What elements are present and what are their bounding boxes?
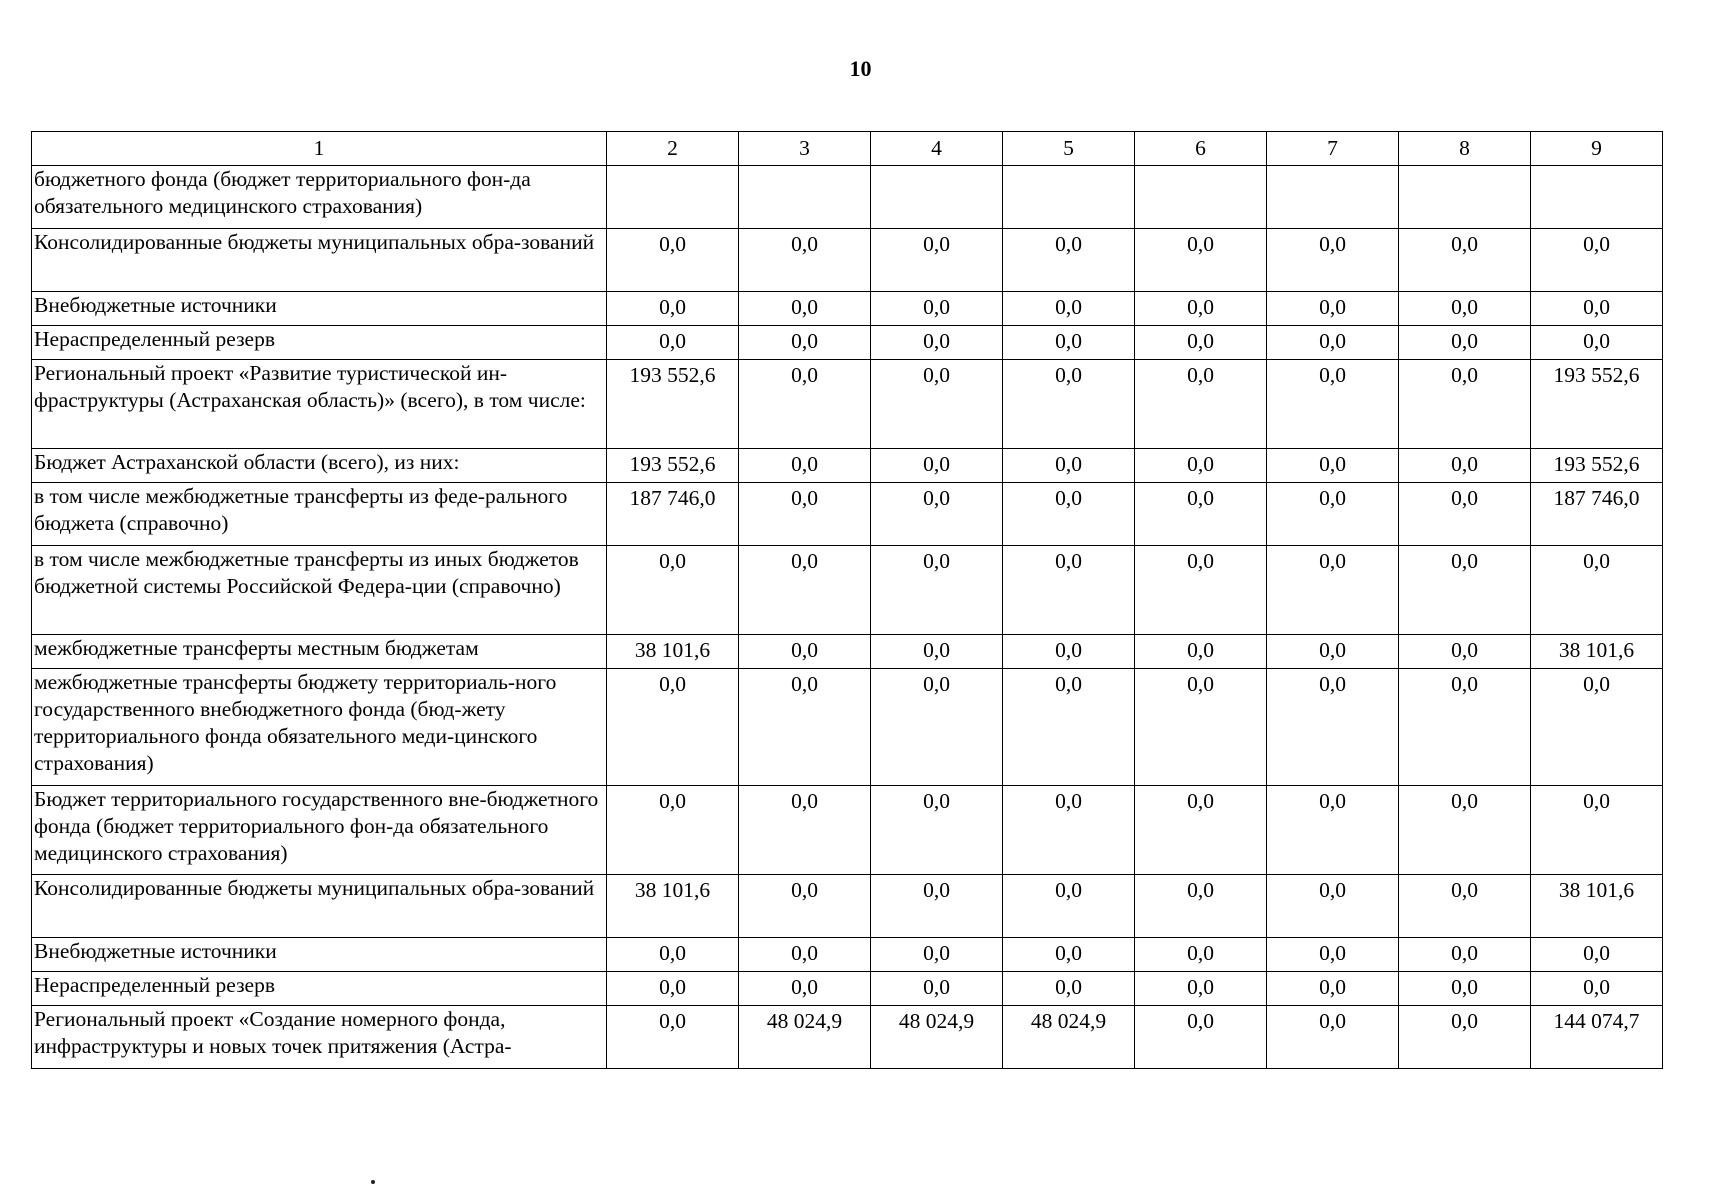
cell-value: 0,0 xyxy=(1135,449,1267,483)
row-label: межбюджетные трансферты местным бюджетам xyxy=(32,635,607,669)
cell-value: 0,0 xyxy=(1267,786,1399,875)
table-row xyxy=(32,292,1663,326)
cell-value: 0,0 xyxy=(1531,786,1663,875)
cell-value: 0,0 xyxy=(1003,938,1135,972)
table-row xyxy=(32,483,1663,546)
row-label: Бюджет Астраханской области (всего), из них: xyxy=(32,449,607,483)
table-row xyxy=(32,875,1663,938)
cell-value: 0,0 xyxy=(1399,483,1531,546)
table-header-row xyxy=(32,132,1663,166)
cell-value: 0,0 xyxy=(1267,938,1399,972)
cell-value: 0,0 xyxy=(1003,875,1135,938)
cell-value: 187 746,0 xyxy=(607,483,739,546)
cell-value: 0,0 xyxy=(1399,1006,1531,1069)
table-row xyxy=(32,635,1663,669)
cell-value: 0,0 xyxy=(739,972,871,1006)
table-row xyxy=(32,938,1663,972)
cell-value: 0,0 xyxy=(739,326,871,360)
cell-value: 193 552,6 xyxy=(607,360,739,449)
scan-speck xyxy=(371,1180,375,1184)
cell-value: 0,0 xyxy=(1399,972,1531,1006)
table-row xyxy=(32,229,1663,292)
column-header: 6 xyxy=(1135,132,1267,166)
row-label: Региональный проект «Развитие туристической ин-фраструктуры (Астраханская область)» (всего), в том числе: xyxy=(32,360,607,449)
cell-value: 0,0 xyxy=(1003,449,1135,483)
cell-value: 0,0 xyxy=(1267,483,1399,546)
cell-value: 0,0 xyxy=(1531,669,1663,786)
cell-value: 0,0 xyxy=(1399,546,1531,635)
cell-value: 0,0 xyxy=(1135,972,1267,1006)
cell-value: 0,0 xyxy=(1135,938,1267,972)
cell-value: 0,0 xyxy=(871,546,1003,635)
cell-value: 144 074,7 xyxy=(1531,1006,1663,1069)
cell-value: 0,0 xyxy=(739,229,871,292)
cell-value xyxy=(871,166,1003,229)
cell-value: 0,0 xyxy=(607,972,739,1006)
cell-value: 0,0 xyxy=(1399,669,1531,786)
cell-value: 0,0 xyxy=(1531,229,1663,292)
cell-value: 0,0 xyxy=(1531,292,1663,326)
column-header: 4 xyxy=(871,132,1003,166)
cell-value: 0,0 xyxy=(871,669,1003,786)
column-header: 1 xyxy=(32,132,607,166)
column-header: 7 xyxy=(1267,132,1399,166)
cell-value xyxy=(607,166,739,229)
cell-value: 38 101,6 xyxy=(607,635,739,669)
cell-value: 0,0 xyxy=(1267,449,1399,483)
cell-value: 0,0 xyxy=(1399,292,1531,326)
page-number: 10 xyxy=(849,56,872,81)
cell-value: 0,0 xyxy=(1531,326,1663,360)
cell-value: 193 552,6 xyxy=(1531,360,1663,449)
cell-value: 38 101,6 xyxy=(1531,875,1663,938)
cell-value: 0,0 xyxy=(607,786,739,875)
table-row xyxy=(32,326,1663,360)
cell-value: 0,0 xyxy=(607,229,739,292)
cell-value: 0,0 xyxy=(607,292,739,326)
cell-value: 0,0 xyxy=(871,972,1003,1006)
cell-value: 0,0 xyxy=(1267,326,1399,360)
cell-value: 0,0 xyxy=(1003,483,1135,546)
table-row xyxy=(32,786,1663,875)
cell-value: 0,0 xyxy=(871,229,1003,292)
cell-value: 0,0 xyxy=(1135,229,1267,292)
cell-value: 0,0 xyxy=(871,449,1003,483)
cell-value: 0,0 xyxy=(607,1006,739,1069)
cell-value: 0,0 xyxy=(1135,326,1267,360)
cell-value: 0,0 xyxy=(1003,635,1135,669)
cell-value: 0,0 xyxy=(739,292,871,326)
cell-value: 0,0 xyxy=(1003,786,1135,875)
cell-value: 0,0 xyxy=(1531,972,1663,1006)
cell-value: 0,0 xyxy=(871,875,1003,938)
cell-value: 0,0 xyxy=(1135,786,1267,875)
cell-value: 48 024,9 xyxy=(739,1006,871,1069)
cell-value: 0,0 xyxy=(739,786,871,875)
table-row xyxy=(32,166,1663,229)
cell-value xyxy=(1267,166,1399,229)
cell-value: 0,0 xyxy=(1135,1006,1267,1069)
row-label: межбюджетные трансферты бюджету территориаль-ного государственного внебюджетного фонда (бюд-жету территориального фонда обязательного меди-цинского страхования) xyxy=(32,669,607,786)
cell-value: 0,0 xyxy=(1267,972,1399,1006)
cell-value: 0,0 xyxy=(1399,326,1531,360)
table-row xyxy=(32,449,1663,483)
cell-value: 0,0 xyxy=(607,938,739,972)
cell-value: 38 101,6 xyxy=(607,875,739,938)
cell-value: 187 746,0 xyxy=(1531,483,1663,546)
row-label: Консолидированные бюджеты муниципальных обра-зований xyxy=(32,229,607,292)
cell-value: 0,0 xyxy=(1267,669,1399,786)
cell-value: 0,0 xyxy=(1135,669,1267,786)
table-row xyxy=(32,1006,1663,1069)
column-header: 2 xyxy=(607,132,739,166)
cell-value: 0,0 xyxy=(739,360,871,449)
cell-value xyxy=(1531,166,1663,229)
table-row xyxy=(32,360,1663,449)
cell-value: 0,0 xyxy=(1135,635,1267,669)
column-header: 8 xyxy=(1399,132,1531,166)
cell-value: 0,0 xyxy=(607,546,739,635)
cell-value: 193 552,6 xyxy=(1531,449,1663,483)
cell-value xyxy=(1135,166,1267,229)
cell-value: 0,0 xyxy=(1399,229,1531,292)
cell-value: 0,0 xyxy=(1267,292,1399,326)
cell-value: 0,0 xyxy=(1531,546,1663,635)
cell-value: 0,0 xyxy=(1135,360,1267,449)
column-header: 5 xyxy=(1003,132,1135,166)
cell-value: 0,0 xyxy=(871,483,1003,546)
cell-value: 0,0 xyxy=(1003,326,1135,360)
cell-value xyxy=(1399,166,1531,229)
cell-value: 0,0 xyxy=(1399,449,1531,483)
row-label: в том числе межбюджетные трансферты из феде-рального бюджета (справочно) xyxy=(32,483,607,546)
cell-value: 48 024,9 xyxy=(871,1006,1003,1069)
cell-value: 0,0 xyxy=(1003,292,1135,326)
budget-table xyxy=(31,131,1663,1069)
table-row xyxy=(32,546,1663,635)
cell-value: 38 101,6 xyxy=(1531,635,1663,669)
cell-value: 0,0 xyxy=(607,326,739,360)
cell-value: 0,0 xyxy=(1399,786,1531,875)
cell-value: 0,0 xyxy=(1399,875,1531,938)
table-row xyxy=(32,972,1663,1006)
cell-value: 0,0 xyxy=(1003,546,1135,635)
cell-value: 0,0 xyxy=(739,938,871,972)
row-label: Внебюджетные источники xyxy=(32,938,607,972)
column-header: 9 xyxy=(1531,132,1663,166)
table-row xyxy=(32,669,1663,786)
cell-value: 0,0 xyxy=(1003,972,1135,1006)
row-label: Внебюджетные источники xyxy=(32,292,607,326)
row-label: Консолидированные бюджеты муниципальных обра-зований xyxy=(32,875,607,938)
cell-value: 0,0 xyxy=(1135,292,1267,326)
cell-value: 0,0 xyxy=(1267,875,1399,938)
cell-value: 0,0 xyxy=(739,483,871,546)
cell-value: 0,0 xyxy=(739,449,871,483)
cell-value: 0,0 xyxy=(1267,360,1399,449)
cell-value: 0,0 xyxy=(739,669,871,786)
cell-value: 0,0 xyxy=(1135,546,1267,635)
row-label: Бюджет территориального государственного вне-бюджетного фонда (бюджет территориального фон-да обязательного медицинского страхования) xyxy=(32,786,607,875)
row-label: Региональный проект «Создание номерного фонда, инфраструктуры и новых точек притяжения (Астра- xyxy=(32,1006,607,1069)
cell-value: 0,0 xyxy=(871,326,1003,360)
cell-value: 0,0 xyxy=(1399,635,1531,669)
cell-value: 0,0 xyxy=(1399,938,1531,972)
cell-value: 0,0 xyxy=(871,292,1003,326)
cell-value: 0,0 xyxy=(607,669,739,786)
cell-value: 0,0 xyxy=(1267,229,1399,292)
cell-value: 0,0 xyxy=(1399,360,1531,449)
row-label: бюджетного фонда (бюджет территориального фон-да обязательного медицинского страхования) xyxy=(32,166,607,229)
column-header: 3 xyxy=(739,132,871,166)
cell-value: 0,0 xyxy=(871,635,1003,669)
cell-value: 0,0 xyxy=(1267,1006,1399,1069)
cell-value: 0,0 xyxy=(739,635,871,669)
cell-value: 0,0 xyxy=(871,786,1003,875)
cell-value: 0,0 xyxy=(871,360,1003,449)
cell-value: 193 552,6 xyxy=(607,449,739,483)
cell-value: 0,0 xyxy=(1267,635,1399,669)
cell-value: 0,0 xyxy=(1003,669,1135,786)
cell-value: 0,0 xyxy=(1003,360,1135,449)
cell-value xyxy=(739,166,871,229)
cell-value: 48 024,9 xyxy=(1003,1006,1135,1069)
cell-value: 0,0 xyxy=(739,546,871,635)
cell-value: 0,0 xyxy=(1003,229,1135,292)
cell-value xyxy=(1003,166,1135,229)
row-label: в том числе межбюджетные трансферты из иных бюджетов бюджетной системы Российской Федера-ции (справочно) xyxy=(32,546,607,635)
cell-value: 0,0 xyxy=(871,938,1003,972)
cell-value: 0,0 xyxy=(1135,875,1267,938)
cell-value: 0,0 xyxy=(1531,938,1663,972)
cell-value: 0,0 xyxy=(1135,483,1267,546)
cell-value: 0,0 xyxy=(1267,546,1399,635)
cell-value: 0,0 xyxy=(739,875,871,938)
row-label: Нераспределенный резерв xyxy=(32,326,607,360)
row-label: Нераспределенный резерв xyxy=(32,972,607,1006)
